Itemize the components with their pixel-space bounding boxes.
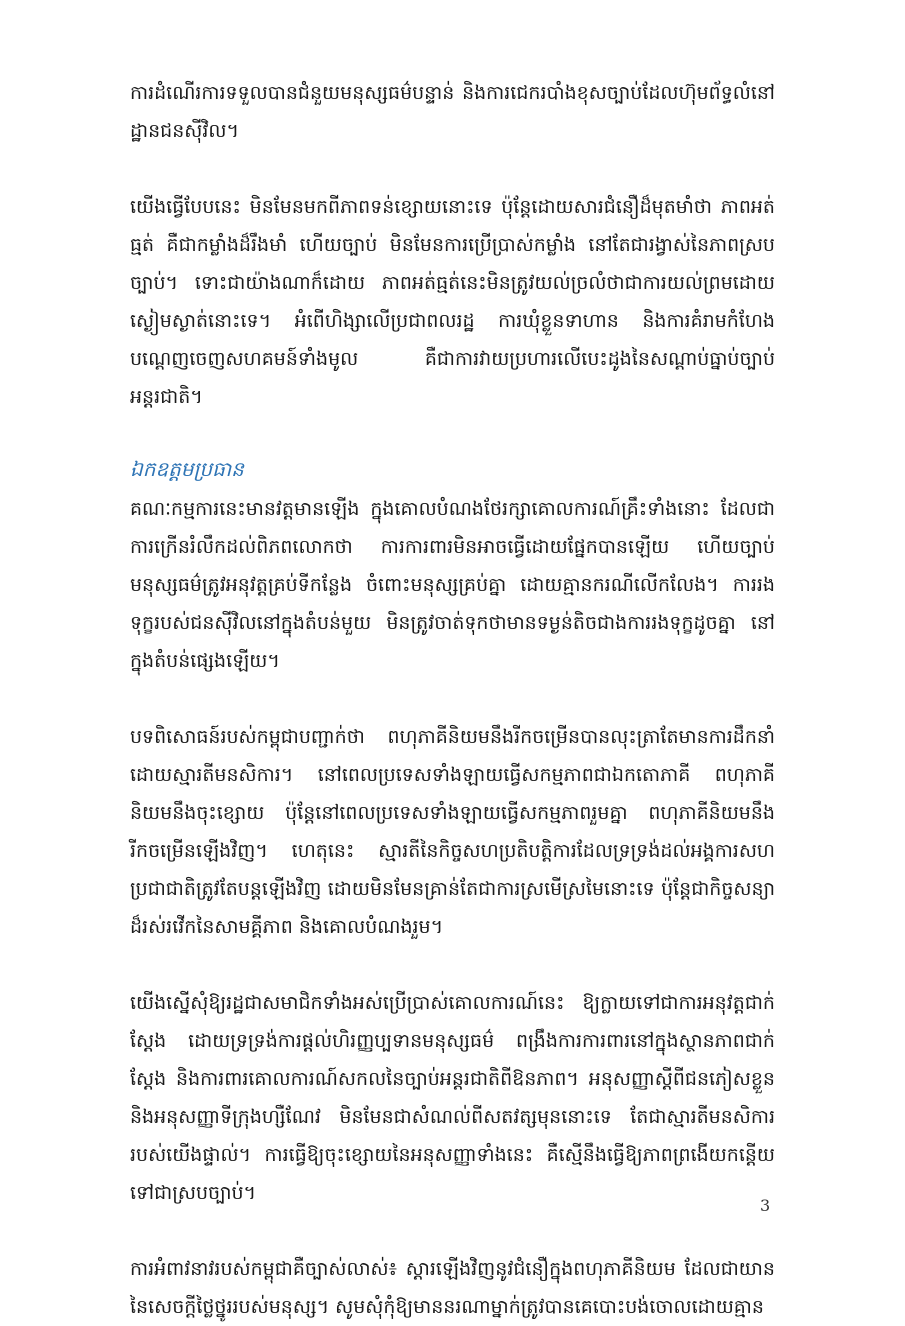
paragraph-3: គណៈកម្មការនេះមានវត្តមានឡើង ក្នុងគោលបំណងថែរក្សាគោលការណ៍គ្រឹះទាំងនោះ ដែលជាការក្រើនរំលឹកដល់ពិភពលោកថា ការការពារមិនអាចធ្វើដោយផ្នែកបានឡើយ ហើយច្បាប់មនុស្សធម៌ត្រូវអនុវត្តគ្រប់ទីកន្លែង ចំពោះមនុស្សគ្រប់គ្នា ដោយគ្មានករណីលើកលែង។ ការរងទុក្ខរបស់ជនស៊ីវិលនៅក្នុងតំបន់មួយ មិនត្រូវចាត់ទុកថាមានទម្ងន់តិចជាងការរងទុក្ខដូចគ្នា នៅក្នុងតំបន់ផ្សេងឡើយ។ (130, 498, 775, 672)
paragraph-5: យើងស្នើសុំឱ្យរដ្ឋជាសមាជិកទាំងអស់ប្រើប្រាស់គោលការណ៍នេះ ឱ្យក្លាយទៅជាការអនុវត្តជាក់ស្តែង ដោយទ្រទ្រង់ការផ្តល់ហិរញ្ញប្បទានមនុស្សធម៌ ពង្រឹងការការពារនៅក្នុងស្ថានភាពជាក់ស្តែង និងការពារគោលការណ៍សកលនៃច្បាប់អន្តរជាតិពីឱនភាព។ អនុសញ្ញាស្តីពីជនភៀសខ្លួន និងអនុសញ្ញាទីក្រុងហ្សឺណែវ មិនមែនជាសំណល់ពីសតវត្សមុននោះទេ តែជាស្មារតីមនសិការរបស់យើងផ្ទាល់។ ការធ្វើឱ្យចុះខ្សោយនៃអនុសញ្ញាទាំងនេះ គឺស្មើនឹងធ្វើឱ្យភាពព្រងើយកន្តើយទៅជាស្របច្បាប់។ (130, 992, 775, 1204)
section-heading-wrap (130, 452, 775, 486)
section-heading: ឯកឧត្តមប្រធាន (130, 457, 244, 481)
paragraph-4: បទពិសោធន៍របស់កម្ពុជាបញ្ជាក់ថា ពហុភាគីនិយមនឹងរីកចម្រើនបានលុះត្រាតែមានការដឹកនាំដោយស្មារតីមនសិការ។ នៅពេលប្រទេសទាំងឡាយធ្វើសកម្មភាពជាឯកតោភាគី ពហុភាគីនិយមនឹងចុះខ្សោយ ប៉ុន្តែនៅពេលប្រទេសទាំងឡាយធ្វើសកម្មភាពរួមគ្នា ពហុភាគីនិយមនឹងរីកចម្រើនឡើងវិញ។ ហេតុនេះ ស្មារតីនៃកិច្ចសហប្រតិបត្តិការដែលទ្រទ្រង់ដល់អង្គការសហប្រជាជាតិត្រូវតែបន្តឡើងវិញ ដោយមិនមែនគ្រាន់តែជាការស្រមើស្រមៃនោះទេ ប៉ុន្តែជាកិច្ចសន្យាដ៏រស់រវើកនៃសាមគ្គីភាព និងគោលបំណងរួម។ (130, 726, 775, 938)
page-number: 3 (760, 1196, 771, 1215)
paragraph-1: ការដំណើរការទទួលបានជំនួយមនុស្សធម៌បន្ទាន់ និងការជេករបាំងខុសច្បាប់ដែលហ៊ុមព័ទ្ធលំនៅដ្ឋានជនស៊ីវិល។ (130, 82, 775, 142)
paragraph-6: ការអំពាវនាវរបស់កម្ពុជាគឺច្បាស់លាស់៖ ស្តារឡើងវិញនូវជំនឿក្នុងពហុភាគីនិយម ដែលជាយាននៃសេចក្តីថ្លៃថ្នូររបស់មនុស្ស។ សូមសុំកុំឱ្យមាននរណាម្នាក់ត្រូវបានគេបោះបង់ចោលដោយគ្មាន (130, 1258, 775, 1318)
paragraph-2: យើងធ្វើបែបនេះ មិនមែនមកពីភាពទន់ខ្សោយនោះទេ ប៉ុន្តែដោយសារជំនឿដ៏មុតមាំថា ភាពអត់ធ្មត់ គឺជាកម្លាំងដ៏រឹងមាំ ហើយច្បាប់ មិនមែនការប្រើប្រាស់កម្លាំង នៅតែជារង្វាស់នៃភាពស្របច្បាប់។ ទោះជាយ៉ាងណាក៏ដោយ ភាពអត់ធ្មត់នេះមិនត្រូវយល់ច្រលំថាជាការយល់ព្រមដោយស្ងៀមស្ងាត់នោះទេ។ អំពើហិង្សាលើប្រជាពលរដ្ឋ ការឃុំខ្លួនទាហាន និងការគំរាមកំហែងបណ្តេញចេញសហគមន៍ទាំងមូល គឺជាការវាយប្រហារលើបេះដូងនៃសណ្តាប់ធ្នាប់ច្បាប់អន្តរជាតិ។ (130, 196, 775, 408)
